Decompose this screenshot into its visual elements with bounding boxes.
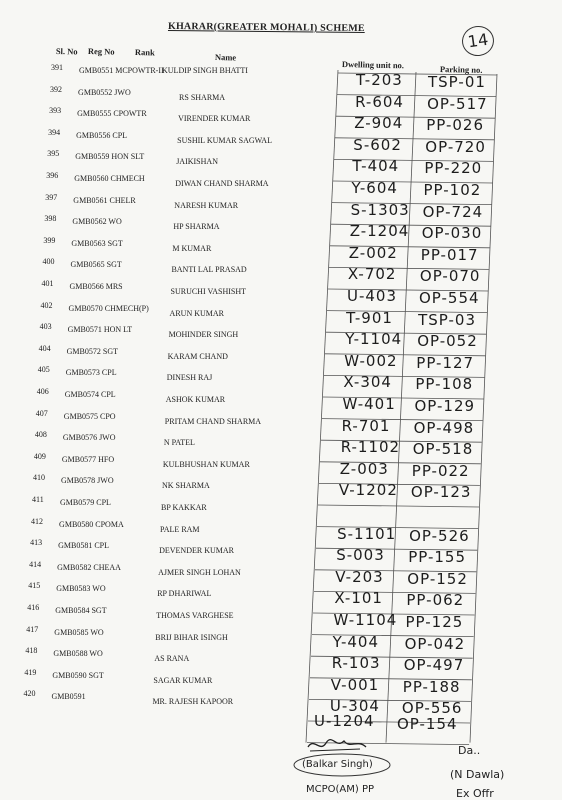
sl-no-cell: 411: [32, 495, 44, 504]
signature-rank: MCPO(AM) PP: [306, 784, 375, 795]
sl-no-cell: 419: [24, 667, 37, 677]
name-cell: VIRENDER KUMAR: [178, 114, 251, 124]
name-cell: KARAM CHAND: [167, 351, 228, 361]
sl-no-cell: 396: [46, 171, 59, 180]
parking-cell: OP-123: [410, 483, 472, 502]
dwelling-unit-cell: U-304: [329, 697, 380, 716]
parking-cell: PP-127: [416, 353, 475, 372]
reg-rank-cell: GMB0560 CHMECH: [74, 174, 145, 183]
dwelling-unit-cell: X-304: [343, 373, 392, 392]
sl-no-cell: 417: [26, 624, 39, 634]
name-cell: ASHOK KUMAR: [165, 395, 226, 404]
reg-rank-cell: GMB0559 HON SLT: [75, 152, 145, 162]
name-cell: PRITAM CHAND SHARMA: [164, 416, 262, 426]
sl-no-cell: 404: [38, 343, 51, 353]
name-cell: AJMER SINGH LOHAN: [158, 567, 241, 577]
name-cell: THOMAS VARGHESE: [156, 611, 234, 620]
dwelling-unit-cell: Y-404: [332, 632, 380, 651]
sl-no-cell: 414: [29, 559, 42, 569]
sl-no-cell: 407: [35, 408, 48, 418]
reg-rank-cell: GMB0565 SGT: [70, 260, 122, 270]
reg-rank-cell: GMB0590 SGT: [52, 670, 104, 680]
parking-cell: OP-518: [412, 440, 474, 459]
parking-cell: OP-526: [409, 526, 470, 545]
table-row: [0, 689, 562, 718]
dwelling-unit-cell: V-203: [335, 567, 384, 586]
reg-rank-cell: GMB0576 JWO: [62, 433, 116, 443]
parking-cell: PP-102: [423, 181, 482, 199]
header-reg-no: Reg No: [87, 46, 115, 57]
header-dwelling-unit: Dwelling unit no.: [341, 59, 405, 71]
extra-parking: OP-154: [397, 715, 458, 733]
parking-cell: PP-026: [426, 116, 484, 135]
parking-cell: OP-498: [413, 418, 475, 437]
dwelling-unit-cell: T-203: [356, 71, 403, 89]
reg-rank-cell: GMB0575 CPO: [63, 411, 116, 421]
document-title: KHARAR(GREATER MOHALI) SCHEME: [167, 20, 365, 35]
sl-no-cell: 403: [39, 322, 52, 332]
dwelling-unit-cell: T-404: [352, 157, 400, 176]
parking-cell: PP-108: [415, 375, 474, 394]
sl-no-cell: 395: [47, 149, 60, 159]
name-cell: ARUN KUMAR: [169, 308, 224, 318]
dwelling-unit-cell: V-1202: [338, 481, 398, 500]
parking-cell: OP-497: [403, 656, 465, 675]
sl-no-cell: 402: [40, 300, 53, 310]
reg-rank-cell: GMB0588 WO: [53, 649, 103, 659]
dwelling-unit-cell: R-701: [341, 416, 391, 435]
sl-no-cell: 392: [50, 84, 63, 94]
dwelling-unit-cell: S-602: [353, 135, 402, 154]
page-number: 14: [460, 24, 496, 58]
parking-cell: PP-220: [424, 159, 483, 178]
reg-rank-cell: GMB0551 MCPOWTR-II: [79, 66, 164, 75]
reg-rank-cell: GMB0552 JWO: [78, 87, 131, 97]
header-rank: Rank: [134, 47, 155, 58]
dwelling-unit-cell: W-002: [344, 351, 398, 370]
reg-rank-cell: GMB0570 CHMECH(P): [68, 303, 149, 313]
name-cell: KULBHUSHAN KUMAR: [162, 459, 250, 469]
sl-no-cell: 406: [36, 387, 49, 396]
sl-no-cell: 397: [45, 192, 58, 202]
reg-rank-cell: GMB0561 CHELR: [73, 195, 136, 205]
parking-cell: PP-017: [420, 245, 479, 264]
reg-rank-cell: GMB0580 CPOMA: [59, 519, 124, 529]
sl-no-cell: 401: [41, 279, 54, 288]
sl-no-cell: 413: [30, 538, 43, 548]
parking-cell: OP-724: [422, 202, 484, 221]
parking-cell: OP-517: [427, 94, 488, 113]
sl-no-cell: 412: [31, 516, 44, 526]
parking-cell: PP-188: [402, 677, 461, 696]
dwelling-unit-cell: Z-1204: [349, 222, 410, 241]
dwelling-unit-cell: V-001: [330, 675, 380, 694]
name-cell: RP DHARIWAL: [157, 589, 212, 599]
name-cell: BANTI LAL PRASAD: [171, 265, 247, 275]
parking-cell: PP-022: [411, 461, 470, 480]
name-cell: MOHINDER SINGH: [168, 330, 239, 340]
parking-cell: OP-052: [417, 332, 478, 351]
dwelling-unit-cell: R-103: [331, 654, 381, 673]
name-cell: M KUMAR: [172, 243, 212, 253]
signature-caption: (Balkar Singh): [302, 759, 373, 770]
name-cell: DINESH RAJ: [166, 373, 213, 383]
dwelling-unit-cell: Y-1104: [345, 330, 403, 349]
parking-cell: OP-070: [419, 267, 481, 286]
parking-cell: OP-129: [414, 397, 476, 415]
reg-rank-cell: GMB0584 SGT: [55, 606, 107, 615]
sl-no-cell: 394: [48, 127, 61, 137]
name-cell: MR. RAJESH KAPOOR: [152, 697, 234, 707]
reg-rank-cell: GMB0572 SGT: [66, 346, 118, 356]
name-cell: PALE RAM: [160, 524, 200, 534]
name-cell: BP KAKKAR: [161, 503, 207, 512]
name-cell: SAGAR KUMAR: [153, 675, 213, 685]
reg-rank-cell: GMB0562 WO: [72, 217, 122, 227]
sl-no-cell: 409: [33, 451, 46, 461]
sl-no-cell: 400: [42, 257, 55, 267]
sl-no-cell: 418: [25, 646, 38, 656]
name-cell: KULDIP SINGH BHATTI: [162, 66, 248, 75]
dwelling-unit-cell: W-1104: [333, 611, 398, 629]
dwelling-unit-cell: W-401: [342, 395, 396, 413]
reg-rank-cell: GMB0583 WO: [56, 584, 106, 594]
header-sl-no: Sl. No: [55, 46, 78, 57]
name-cell: AS RANA: [154, 654, 190, 664]
dwelling-unit-cell: Z-003: [339, 459, 389, 478]
dwelling-unit-cell: T-901: [346, 308, 393, 327]
reg-rank-cell: GMB0585 WO: [54, 627, 104, 637]
dwelling-unit-cell: R-604: [355, 92, 404, 111]
dwelling-unit-cell: R-1102: [340, 438, 401, 457]
reg-rank-cell: GMB0579 CPL: [60, 498, 111, 507]
name-cell: DEVENDER KUMAR: [159, 546, 234, 556]
sl-no-cell: 416: [27, 603, 40, 612]
dwelling-unit-cell: Z-002: [348, 243, 398, 262]
right-signature: Da..: [458, 744, 481, 757]
dwelling-unit-cell: S-1303: [350, 200, 410, 219]
dwelling-unit-cell: S-003: [336, 546, 385, 565]
name-cell: SUSHIL KUMAR SAGWAL: [177, 135, 272, 145]
name-cell: N PATEL: [163, 438, 195, 448]
sl-no-cell: 391: [51, 63, 63, 72]
parking-cell: OP-042: [404, 634, 466, 653]
name-cell: DIWAN CHAND SHARMA: [175, 179, 269, 188]
parking-cell: PP-155: [408, 548, 466, 567]
reg-rank-cell: GMB0582 CHEAA: [57, 562, 121, 572]
reg-rank-cell: GMB0563 SGT: [71, 238, 123, 248]
dwelling-unit-cell: Z-904: [354, 114, 404, 133]
table-row: [0, 495, 562, 515]
parking-cell: OP-554: [419, 289, 480, 307]
parking-cell: TSP-03: [418, 310, 476, 329]
name-cell: RS SHARMA: [179, 92, 226, 102]
reg-rank-cell: GMB0556 CPL: [76, 130, 128, 140]
sl-no-cell: 420: [23, 689, 36, 699]
sl-no-cell: 415: [28, 581, 41, 591]
reg-rank-cell: GMB0577 HFO: [61, 454, 115, 464]
sl-no-cell: 399: [43, 235, 56, 245]
extra-dwelling: U-1204: [314, 712, 375, 730]
reg-rank-cell: GMB0578 JWO: [60, 476, 114, 486]
header-parking: Parking no.: [439, 64, 483, 75]
reg-rank-cell: GMB0574 CPL: [64, 390, 116, 399]
sl-no-cell: 405: [37, 365, 50, 375]
name-cell: SURUCHI VASHISHT: [170, 287, 246, 296]
reg-rank-cell: GMB0566 MRS: [69, 282, 123, 291]
right-name: (N Dawla): [450, 768, 505, 781]
reg-rank-cell: GMB0573 CPL: [65, 368, 117, 378]
sl-no-cell: 410: [32, 473, 45, 483]
name-cell: NARESH KUMAR: [174, 200, 239, 210]
reg-rank-cell: GMB0591: [51, 692, 86, 702]
name-cell: HP SHARMA: [173, 222, 220, 232]
dwelling-unit-cell: X-101: [334, 589, 383, 608]
right-role: Ex Offr: [456, 787, 494, 800]
sl-no-cell: 408: [34, 430, 47, 440]
parking-cell: TSP-01: [428, 73, 486, 91]
parking-cell: OP-152: [407, 569, 468, 588]
reg-rank-cell: GMB0555 CPOWTR: [77, 109, 147, 119]
parking-cell: OP-720: [425, 137, 486, 156]
sl-no-cell: 398: [44, 214, 57, 224]
dwelling-unit-cell: X-702: [347, 265, 397, 284]
dwelling-unit-cell: S-1101: [337, 524, 397, 543]
name-cell: BRIJ BIHAR ISINGH: [155, 632, 228, 642]
sl-no-cell: 393: [49, 106, 62, 116]
reg-rank-cell: GMB0571 HON LT: [67, 325, 133, 335]
dwelling-unit-cell: Y-604: [351, 179, 398, 197]
parking-cell: PP-062: [406, 591, 465, 610]
parking-cell: OP-030: [421, 224, 483, 243]
parking-cell: PP-125: [405, 613, 464, 631]
reg-rank-cell: GMB0581 CPL: [58, 541, 109, 551]
name-cell: NK SHARMA: [161, 481, 210, 491]
dwelling-unit-cell: U-403: [347, 287, 398, 305]
parking-cell: OP-556: [401, 699, 463, 718]
name-cell: JAIKISHAN: [176, 157, 218, 167]
header-name: Name: [214, 52, 237, 63]
